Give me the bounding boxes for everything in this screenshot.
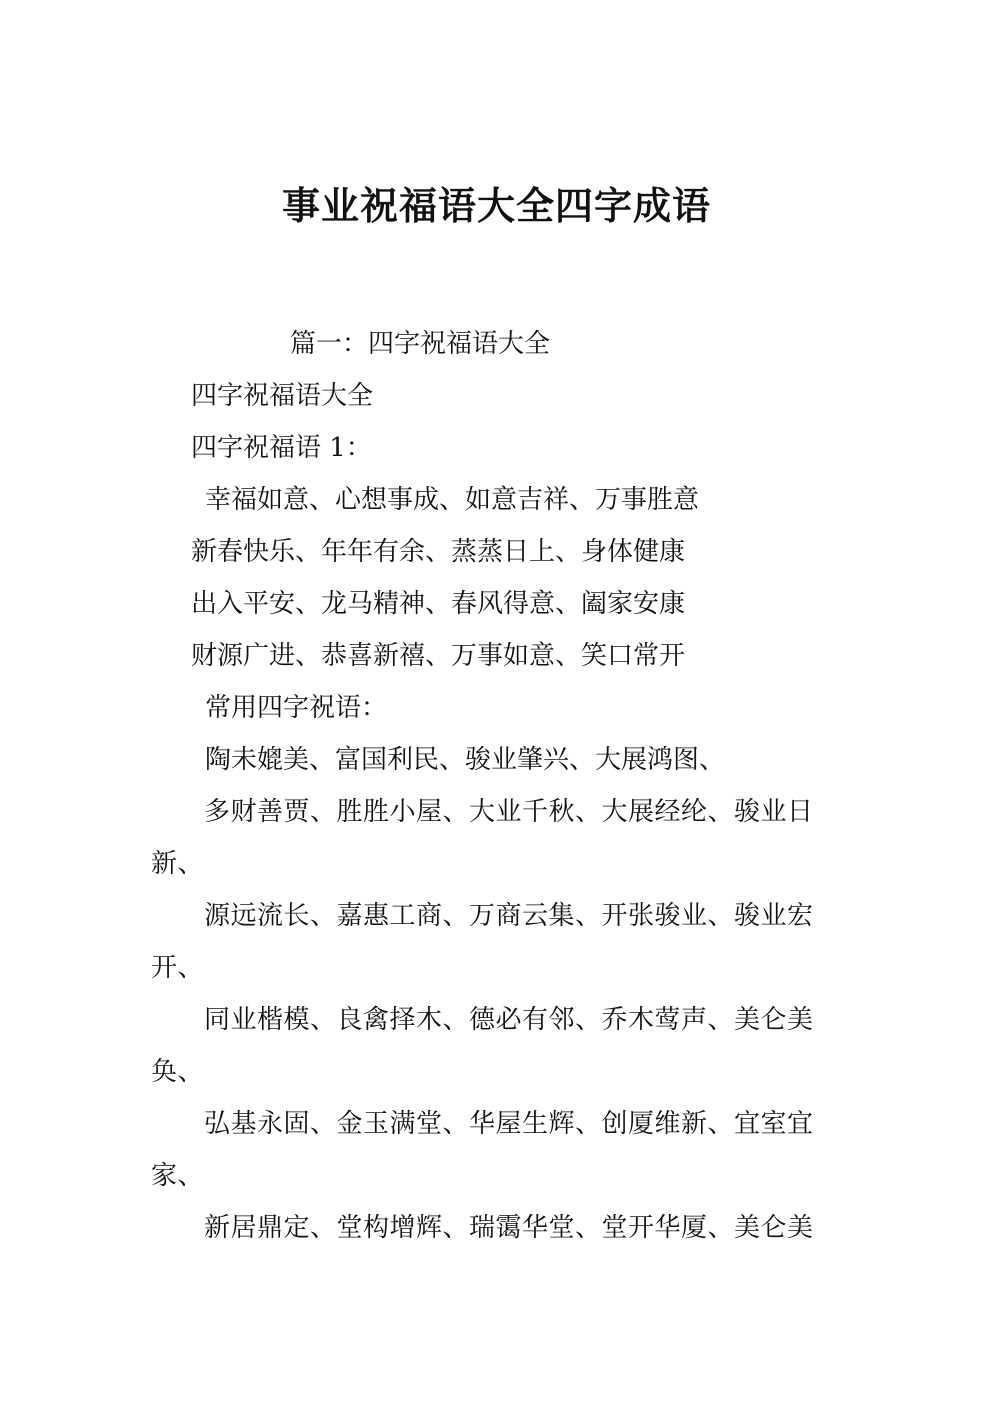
common-paragraph: 弘基永固、金玉满堂、华屋生辉、创厦维新、宜室宜家、: [151, 1109, 814, 1191]
common-paragraph: 源远流长、嘉惠工商、万商云集、开张骏业、骏业宏开、: [151, 901, 814, 983]
section-heading: 篇一：四字祝福语大全: [290, 329, 551, 359]
blessing-line: 新春快乐、年年有余、蒸蒸日上、身体健康: [191, 537, 686, 567]
blessing-line: 出入平安、龙马精神、春风得意、阖家安康: [191, 589, 686, 619]
blessing-line: 幸福如意、心想事成、如意吉祥、万事胜意: [205, 485, 700, 515]
document-title: 事业祝福语大全四字成语: [281, 183, 711, 228]
common-paragraph: 新居鼎定、堂构增辉、瑞霭华堂、堂开华厦、美仑美: [204, 1213, 814, 1243]
list-label: 四字祝福语 1：: [191, 433, 372, 463]
common-paragraph: 多财善贾、胜胜小屋、大业千秋、大展经纶、骏业日新、: [151, 797, 814, 879]
blessing-line: 财源广进、恭喜新禧、万事如意、笑口常开: [191, 641, 686, 671]
subheading: 四字祝福语大全: [191, 381, 374, 411]
common-line: 陶未媲美、富国利民、骏业肇兴、大展鸿图、: [205, 745, 726, 775]
common-label: 常用四字祝语：: [205, 693, 388, 723]
common-paragraph: 同业楷模、良禽择木、德必有邻、乔木莺声、美仑美奂、: [151, 1005, 814, 1087]
